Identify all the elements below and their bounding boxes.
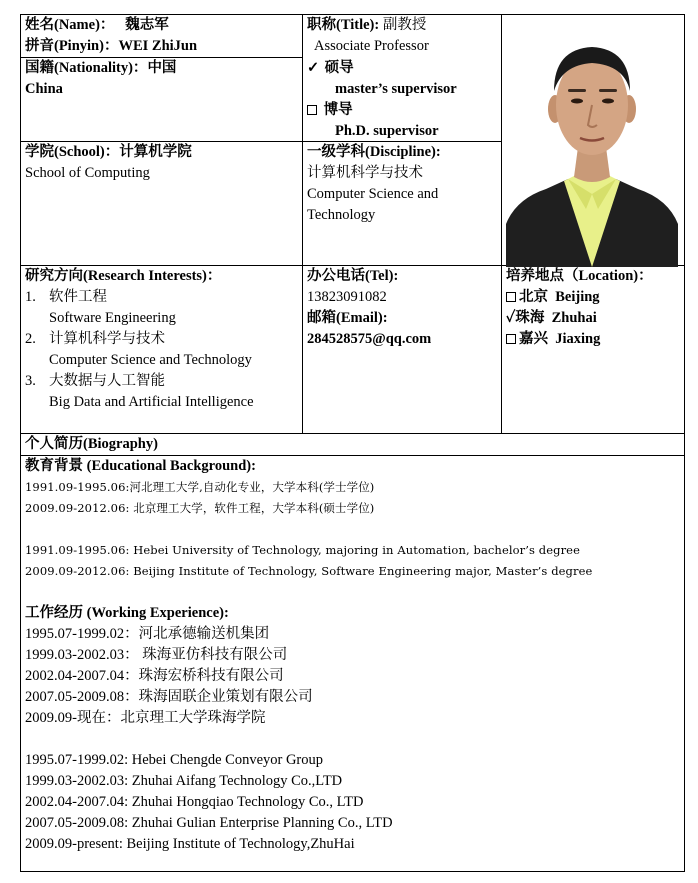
- contact-cell: [303, 266, 501, 350]
- discipline-label: 一级学科(Discipline):: [307, 144, 441, 160]
- discipline-value-en-1: Computer Science and: [307, 186, 439, 202]
- email-value: 284528575@qq.com: [307, 331, 432, 347]
- biography-label: 个人简历(Biography): [25, 436, 158, 452]
- cv-table: [20, 14, 685, 872]
- location-item: [506, 329, 680, 350]
- work-line-cn: 2009.09-现在：北京理工大学珠海学院: [25, 710, 266, 726]
- school-value-cn: 计算机学院: [119, 144, 192, 160]
- work-line-cn: 2002.04-2007.04：珠海宏桥科技有限公司: [25, 668, 284, 684]
- work-label-en: (Working Experience):: [86, 605, 229, 621]
- tel-label: 办公电话(Tel):: [307, 268, 399, 284]
- work-line-cn: 1995.07-1999.02：河北承德输送机集团: [25, 626, 270, 642]
- nationality-cell: [21, 58, 302, 100]
- work-label-cn: 工作经历: [25, 605, 83, 621]
- location-cn: 嘉兴: [519, 331, 548, 347]
- list-number: 1.: [25, 289, 36, 305]
- research-item-en: Computer Science and Technology: [49, 352, 252, 368]
- location-item: [506, 308, 680, 329]
- master-supervisor-en: master’s supervisor: [335, 81, 457, 97]
- checkbox-unchecked-icon: [506, 334, 516, 344]
- edu-line-cn: 2009.09-2012.06: 北京理工大学，软件工程，大学本科(硕士学位): [25, 501, 375, 515]
- pinyin-value: WEI ZhiJun: [118, 38, 198, 54]
- discipline-value-cn: 计算机科学与技术: [307, 165, 423, 181]
- master-supervisor-cn: 硕导: [324, 60, 354, 76]
- school-label: 学院(School)：: [25, 144, 120, 160]
- name-cell: [21, 15, 302, 57]
- phd-supervisor-cn: 博导: [323, 102, 353, 118]
- phd-supervisor-en: Ph.D. supervisor: [335, 123, 439, 139]
- list-item: [25, 371, 298, 392]
- discipline-value-en-2: Technology: [307, 207, 376, 223]
- location-cn: 北京: [519, 289, 548, 305]
- title-cell: [303, 15, 501, 57]
- tel-value: 13823091082: [307, 289, 387, 305]
- list-item: [25, 287, 298, 308]
- edu-label-en: (Educational Background):: [86, 458, 256, 474]
- work-line-cn: 2007.05-2009.08：珠海固联企业策划有限公司: [25, 689, 313, 705]
- check-icon: ✓: [506, 310, 516, 326]
- supervisor-cell: [303, 58, 501, 142]
- school-cell: [21, 142, 302, 184]
- location-en: Jiaxing: [555, 331, 601, 347]
- location-en: Beijing: [555, 289, 600, 305]
- work-line-cn: 1999.03-2002.03： 珠海亚仿科技有限公司: [25, 647, 288, 663]
- title-value-en: Associate Professor: [314, 38, 429, 54]
- checkbox-unchecked-icon: [506, 292, 516, 302]
- research-item-cn: 计算机科学与技术: [49, 331, 165, 347]
- work-line-en: 1995.07-1999.02: Hebei Chengde Conveyor Group: [25, 752, 324, 768]
- biography-body: [21, 456, 684, 855]
- edu-line-en: 2009.09-2012.06: Beijing Institute of Technology, Software Engineering major, Master’s degree: [25, 564, 593, 578]
- profile-photo: [506, 19, 678, 267]
- email-label: 邮箱(Email):: [307, 310, 388, 326]
- work-line-en: 2002.04-2007.04: Zhuhai Hongqiao Technology Co., LTD: [25, 794, 364, 810]
- work-line-en: 2007.05-2009.08: Zhuhai Gulian Enterprise Planning Co., LTD: [25, 815, 393, 831]
- list-number: 3.: [25, 373, 36, 389]
- check-icon: ✓: [307, 60, 320, 76]
- research-item-en: Big Data and Artificial Intelligence: [49, 394, 254, 410]
- research-label: 研究方向(Research Interests)：: [25, 268, 222, 284]
- edu-line-en: 1991.09-1995.06: Hebei University of Technology, majoring in Automation, bachelor’s degree: [25, 543, 580, 557]
- nationality-value-en: China: [25, 81, 63, 97]
- name-label: 姓名(Name)：: [25, 17, 115, 33]
- edu-label-cn: 教育背景: [25, 458, 83, 474]
- research-cell: [21, 266, 302, 413]
- location-en: Zhuhai: [551, 310, 597, 326]
- pinyin-label: 拼音(Pinyin)：: [25, 38, 119, 54]
- nationality-value-cn: 中国: [147, 60, 177, 76]
- discipline-cell: [303, 142, 501, 226]
- work-line-en: 2009.09-present: Beijing Institute of Technology,ZhuHai: [25, 836, 355, 852]
- work-line-en: 1999.03-2002.03: Zhuhai Aifang Technology Co.,LTD: [25, 773, 343, 789]
- location-label: 培养地点（Location)：: [506, 268, 653, 284]
- research-item-en: Software Engineering: [49, 310, 176, 326]
- checkbox-unchecked-icon: [307, 105, 317, 115]
- nationality-label: 国籍(Nationality)：: [25, 60, 148, 76]
- research-item-cn: 软件工程: [49, 289, 107, 305]
- title-label: 职称(Title):: [307, 17, 380, 33]
- list-item: [25, 329, 298, 350]
- list-number: 2.: [25, 331, 36, 347]
- location-item: [506, 287, 680, 308]
- school-value-en: School of Computing: [25, 165, 150, 181]
- location-cell: [502, 266, 684, 350]
- edu-line-cn: 1991.09-1995.06:河北理工大学,自动化专业，大学本科(学士学位): [25, 480, 375, 494]
- divider: [501, 15, 502, 433]
- title-value-cn: 副教授: [382, 17, 427, 33]
- research-item-cn: 大数据与人工智能: [49, 373, 165, 389]
- location-cn: 珠海: [515, 310, 545, 326]
- name-value: 魏志军: [125, 17, 169, 33]
